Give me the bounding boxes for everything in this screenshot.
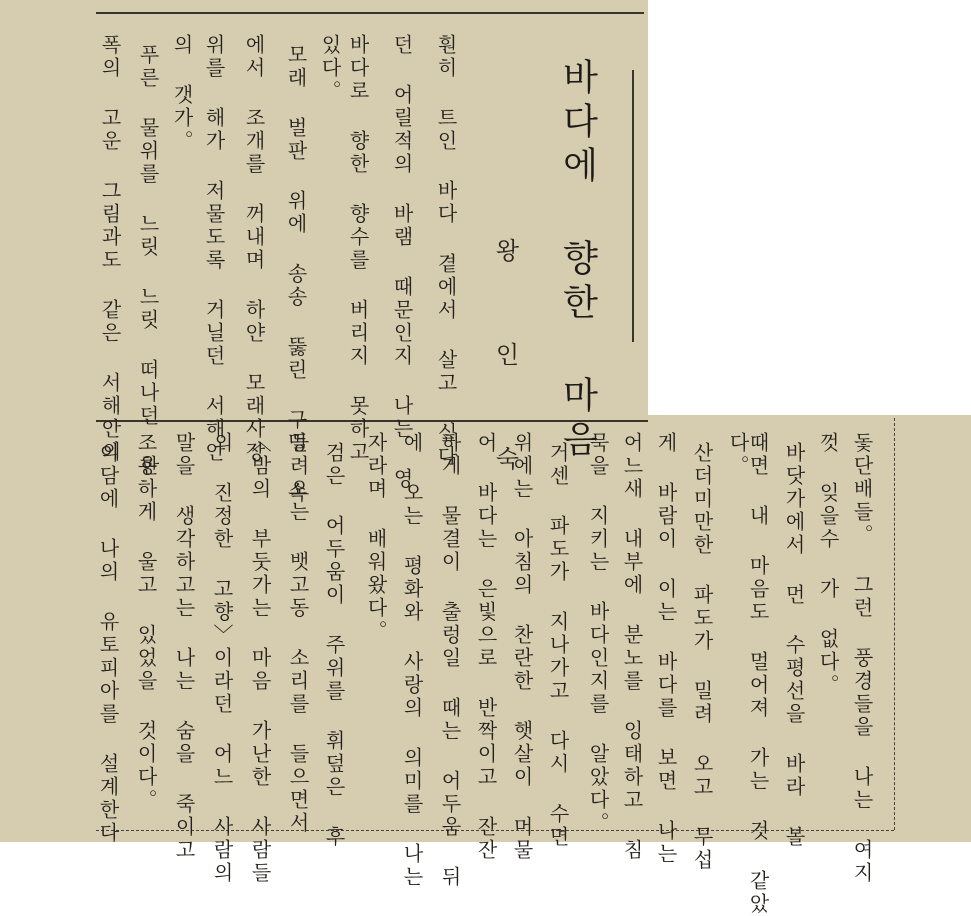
bottom-text-column: 돛단배들。 그런 풍경들을 나는 여지: [850, 432, 874, 885]
title-side-rule: [632, 70, 634, 342]
bottom-text-column: 때면 내 마음도 멀어져 가는 것 같았: [746, 432, 770, 916]
bottom-text-column: 어느새 내부에 분노를 잉태하고 침: [620, 432, 644, 862]
top-text-column: 훤히 트인 바다 곁에서 살고 싶다: [434, 34, 458, 468]
bottom-text-column: 산더미만한 파도가 밀려 오고 무섭: [690, 442, 714, 872]
article-author: 왕 인 숙: [491, 238, 519, 496]
bottom-text-column: 껏 잊을수 가 없다。: [816, 432, 840, 697]
top-text-column: 의 갯가。: [170, 34, 194, 153]
top-text-column: 푸른 물위를 느릿 느릿 떠나던 한: [136, 44, 160, 478]
top-text-column: 모래 벌판 위에 송송 뚫린 구멍 속: [284, 44, 308, 505]
bottom-text-column: 거센 파도가 지나가고 다시 수면: [546, 442, 570, 849]
top-text-column: 있다。: [318, 34, 342, 103]
bottom-text-column: 들려오는 뱃고동 소리를 들으면서: [286, 432, 310, 835]
top-text-column: 바다로 향한 향수를 버리지 못하고: [346, 34, 370, 464]
bottom-text-column: 하게 물결이 출렁일 때는 어두움 뒤: [438, 432, 462, 889]
top-text-column: 위를 해가 저물도록 거닐던 서해안: [202, 34, 226, 464]
bottom-text-column: 어 바다는 은빛으로 반짝이고 잔잔: [474, 432, 498, 862]
top-text-column: 폭의 고운 그림과도 같은 서해안의: [98, 34, 122, 464]
top-border-rule: [96, 12, 644, 14]
bottom-text-column: 에 오는 평화와 사랑의 의미를 나는: [400, 432, 424, 889]
paper-margin-strip: [0, 0, 60, 842]
bottom-text-column: 바닷가에서 먼 수평선을 바라 볼: [782, 442, 806, 849]
bottom-text-column: 의 진정한 고향〉이라던 어느 사람의: [210, 432, 234, 885]
bottom-text-column: 묵을 지키는 바다인지를 알았다。: [586, 432, 610, 835]
bottom-text-column: 게 바람이 이는 바다를 보면 나는: [654, 432, 678, 866]
bottom-text-column: 말을 생각하고는 나는 숨을 죽이고: [172, 432, 196, 862]
top-text-column: 에서 조개를 꺼내며 하얀 모래사장: [242, 34, 266, 464]
bottom-text-column: 이담에 나의 유토피아를 설계한다: [96, 442, 120, 845]
bottom-text-column: 〈밤의 부둣가는 마음 가난한 사람들: [248, 432, 272, 885]
bottom-text-column: 조용하게 울고 있었을 것이다。: [134, 432, 158, 812]
right-dotted-border: [894, 418, 895, 830]
bottom-text-column: 다。: [726, 432, 750, 478]
bottom-text-column: 검은 어두움이 주위를 휘덮은 후: [322, 442, 346, 849]
bottom-text-column: 자라며 배워왔다。: [364, 432, 388, 643]
top-text-column: 던 어릴적의 바램 때문인지 나는 영: [390, 34, 414, 491]
article-title: 바다에 향한 마음: [557, 58, 598, 464]
bottom-text-column: 위에는 아침의 찬란한 햇살이 머물: [510, 432, 534, 862]
